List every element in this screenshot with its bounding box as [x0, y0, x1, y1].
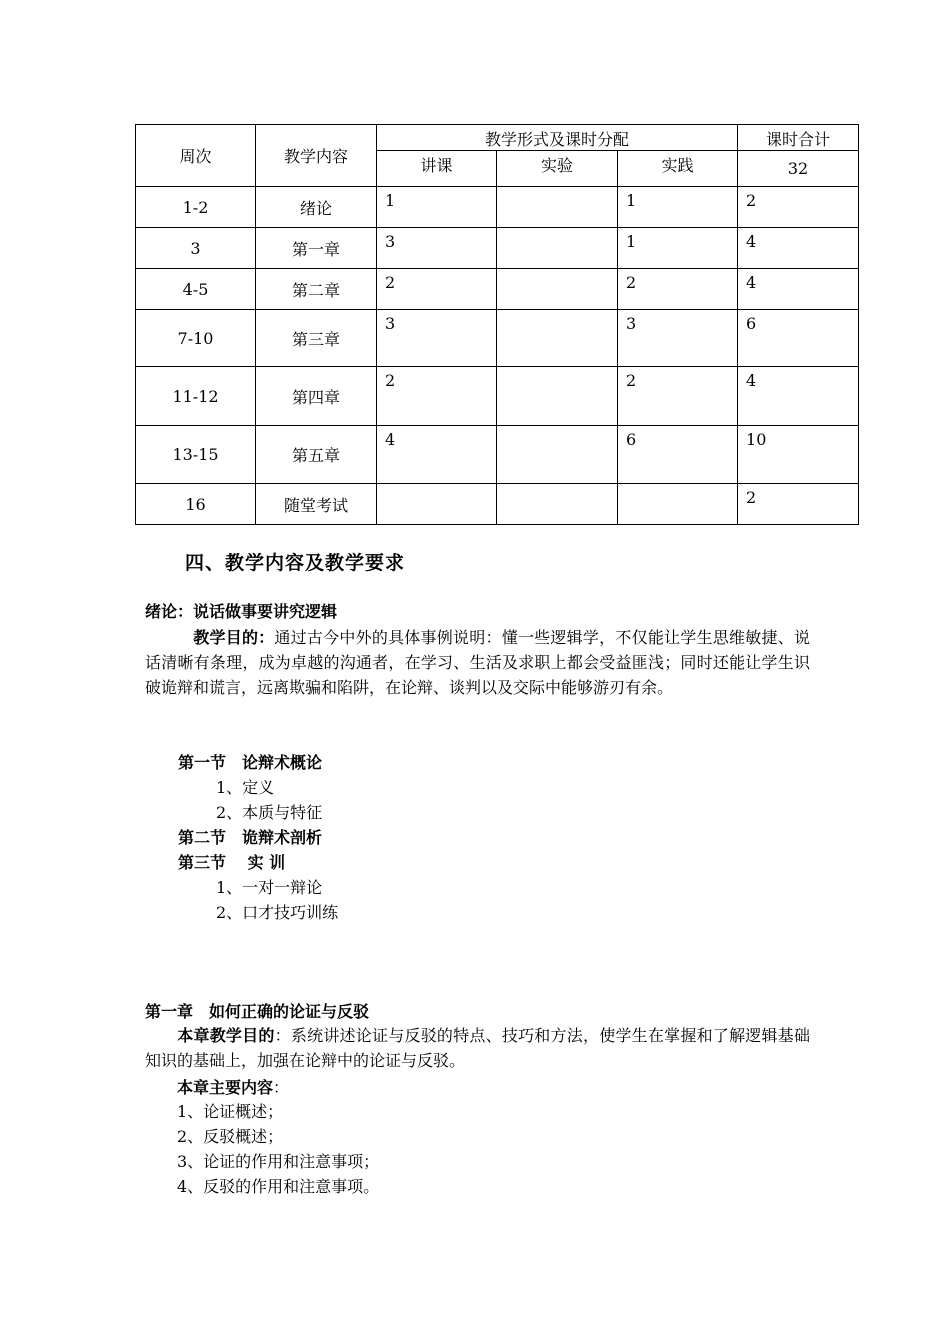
cell-total: 2 — [738, 484, 859, 525]
header-total: 课时合计 — [738, 125, 859, 151]
intro-section-3-item: 1、一对一辩论 — [216, 878, 323, 897]
cell-content: 第五章 — [256, 426, 377, 484]
cell-lecture: 4 — [377, 426, 497, 484]
cell-experiment — [497, 187, 618, 228]
cell-total: 2 — [738, 187, 859, 228]
table-row — [136, 426, 859, 484]
cell-content: 第四章 — [256, 367, 377, 426]
cell-total: 4 — [738, 367, 859, 426]
table-header-row — [136, 125, 859, 151]
chapter1-content-item: 4、反驳的作用和注意事项。 — [177, 1177, 380, 1196]
section-4-heading: 四、教学内容及教学要求 — [185, 552, 406, 574]
schedule-table — [135, 124, 859, 525]
cell-experiment — [497, 426, 618, 484]
cell-content: 随堂考试 — [256, 484, 377, 525]
header-week: 周次 — [136, 125, 256, 187]
intro-title: 绪论：说话做事要讲究逻辑 — [145, 602, 338, 621]
cell-content: 第二章 — [256, 269, 377, 310]
chapter1-content-label: 本章主要内容 — [177, 1078, 274, 1097]
cell-week: 4-5 — [136, 269, 256, 310]
header-form-group: 教学形式及课时分配 — [377, 125, 738, 151]
cell-content: 第一章 — [256, 228, 377, 269]
cell-total: 4 — [738, 269, 859, 310]
header-lecture: 讲课 — [377, 151, 497, 187]
cell-practice: 1 — [618, 187, 738, 228]
intro-purpose-text: 通过古今中外的具体事例说明：懂一些逻辑学，不仅能让学生思维敏捷、说话清晰有条理，成为卓越的沟通者，在学习、生活及求职上都会受益匪浅；同时还能让学生识破诡辩和谎言，远离欺骗和陷阱，在论辩、谈判以及交际中能够游刃有余。 — [145, 628, 810, 697]
intro-purpose-paragraph — [145, 625, 810, 700]
intro-section-3-item: 2、口才技巧训练 — [216, 903, 339, 922]
table-row — [136, 484, 859, 525]
cell-experiment — [497, 269, 618, 310]
cell-total: 4 — [738, 228, 859, 269]
cell-practice: 1 — [618, 228, 738, 269]
intro-section-3: 第三节 实 训 — [178, 853, 286, 872]
chapter1-title: 第一章 如何正确的论证与反驳 — [145, 1002, 370, 1021]
cell-experiment — [497, 484, 618, 525]
chapter1-content-item: 3、论证的作用和注意事项； — [177, 1152, 380, 1171]
chapter1-content-item: 1、论证概述； — [177, 1102, 284, 1121]
cell-experiment — [497, 228, 618, 269]
intro-section-2: 第二节 诡辩术剖析 — [178, 828, 323, 847]
chapter1-content-item: 2、反驳概述； — [177, 1127, 284, 1146]
intro-section-1: 第一节 论辩术概论 — [178, 753, 323, 772]
header-total-hours: 32 — [738, 151, 859, 187]
cell-lecture — [377, 484, 497, 525]
table-row — [136, 187, 859, 228]
cell-week: 16 — [136, 484, 256, 525]
cell-lecture: 1 — [377, 187, 497, 228]
cell-week: 11-12 — [136, 367, 256, 426]
cell-lecture: 2 — [377, 269, 497, 310]
cell-lecture: 3 — [377, 310, 497, 367]
cell-practice: 2 — [618, 269, 738, 310]
cell-week: 7-10 — [136, 310, 256, 367]
chapter1-content-heading — [177, 1075, 289, 1098]
header-experiment: 实验 — [497, 151, 618, 187]
intro-section-1-item: 1、定义 — [216, 778, 275, 797]
cell-practice: 3 — [618, 310, 738, 367]
header-content: 教学内容 — [256, 125, 377, 187]
cell-practice: 2 — [618, 367, 738, 426]
cell-practice: 6 — [618, 426, 738, 484]
cell-total: 6 — [738, 310, 859, 367]
cell-content: 第三章 — [256, 310, 377, 367]
cell-week: 1-2 — [136, 187, 256, 228]
chapter1-purpose-text: ：系统讲述论证与反驳的特点、技巧和方法，使学生在掌握和了解逻辑基础知识的基础上，加强在论辩中的论证与反驳。 — [145, 1026, 810, 1070]
cell-experiment — [497, 367, 618, 426]
chapter1-content-colon: ： — [273, 1078, 290, 1097]
cell-total: 10 — [738, 426, 859, 484]
table-row — [136, 367, 859, 426]
chapter1-purpose-paragraph — [145, 1023, 810, 1073]
table-row — [136, 310, 859, 367]
table-row — [136, 269, 859, 310]
cell-practice — [618, 484, 738, 525]
cell-lecture: 2 — [377, 367, 497, 426]
cell-week: 13-15 — [136, 426, 256, 484]
intro-purpose-label: 教学目的： — [193, 628, 275, 647]
cell-experiment — [497, 310, 618, 367]
cell-content: 绪论 — [256, 187, 377, 228]
cell-lecture: 3 — [377, 228, 497, 269]
header-practice: 实践 — [618, 151, 738, 187]
cell-week: 3 — [136, 228, 256, 269]
table-row — [136, 228, 859, 269]
intro-section-1-item: 2、本质与特征 — [216, 803, 323, 822]
chapter1-purpose-label: 本章教学目的 — [177, 1026, 275, 1045]
